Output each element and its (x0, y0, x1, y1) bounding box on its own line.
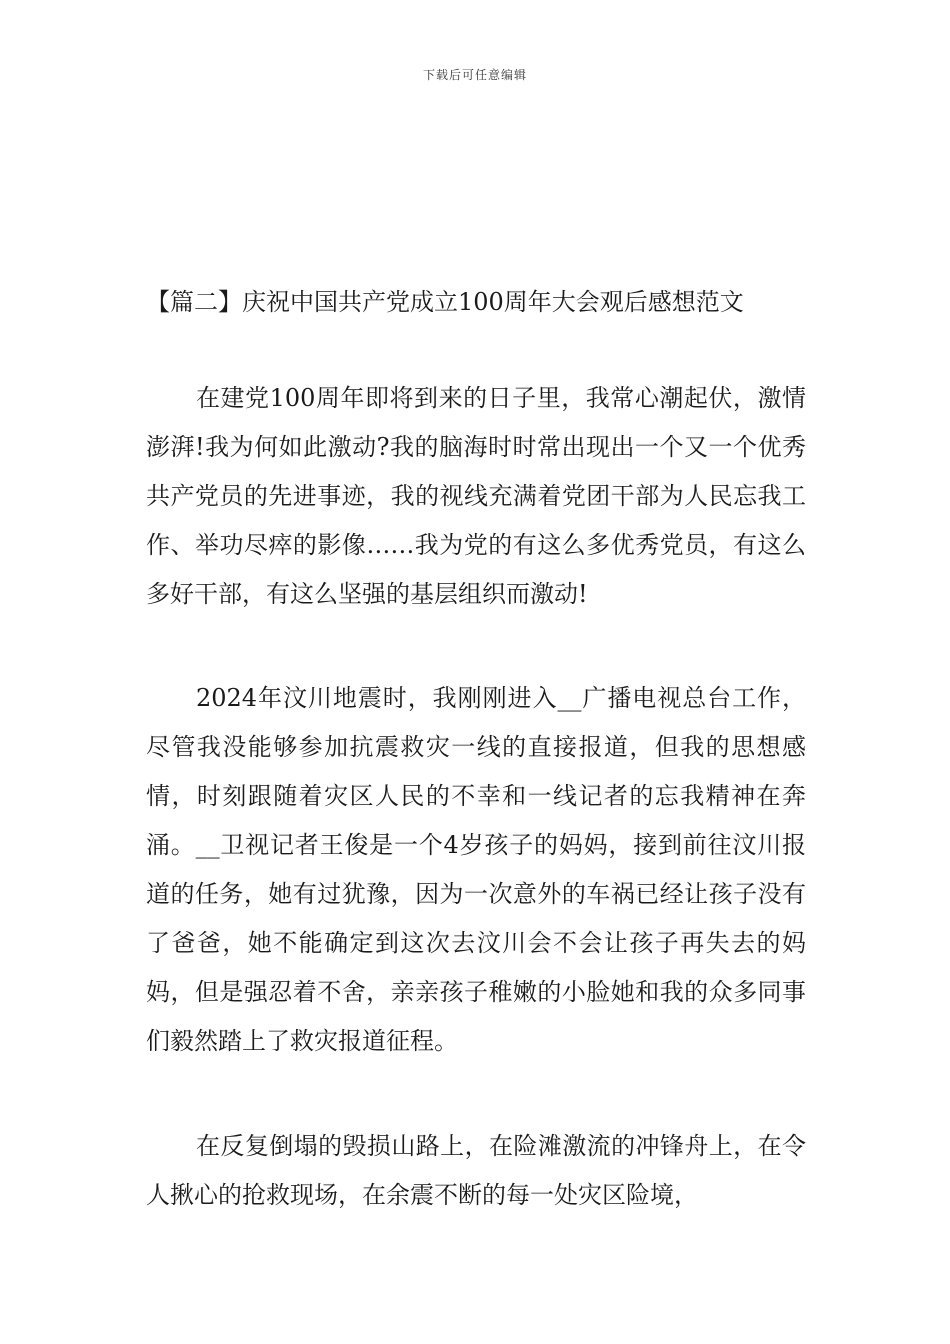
body-paragraph-2: 2024年汶川地震时，我刚刚进入__广播电视总台工作，尽管我没能够参加抗震救灾一线的直接报道，但我的思想感情，时刻跟随着灾区人民的不幸和一线记者的忘我精神在奔涌。__卫视记者王俊是一个4岁孩子的妈妈，接到前往汶川报道的任务，她有过犹豫，因为一次意外的车祸已经让孩子没有了爸爸，她不能确定到这次去汶川会不会让孩子再失去的妈妈，但是强忍着不舍，亲亲孩子稚嫩的小脸她和我的众多同事们毅然踏上了救灾报道征程。 (146, 684, 806, 1055)
document-title: 【篇二】庆祝中国共产党成立100周年大会观后感想范文 (146, 288, 744, 316)
body-paragraph-1: 在建党100周年即将到来的日子里，我常心潮起伏，激情澎湃!我为何如此激动?我的脑海时时常出现出一个又一个优秀共产党员的先进事迹，我的视线充满着党团干部为人民忘我工作、举功尽瘁的影像……我为党的有这么多优秀党员，有这么多好干部，有这么坚强的基层组织而激动! (146, 384, 806, 608)
body-paragraph-3: 在反复倒塌的毁损山路上，在险滩激流的冲锋舟上，在令人揪心的抢救现场，在余震不断的每一处灾区险境， (146, 1132, 806, 1209)
page-header-note: 下载后可任意编辑 (422, 68, 527, 82)
